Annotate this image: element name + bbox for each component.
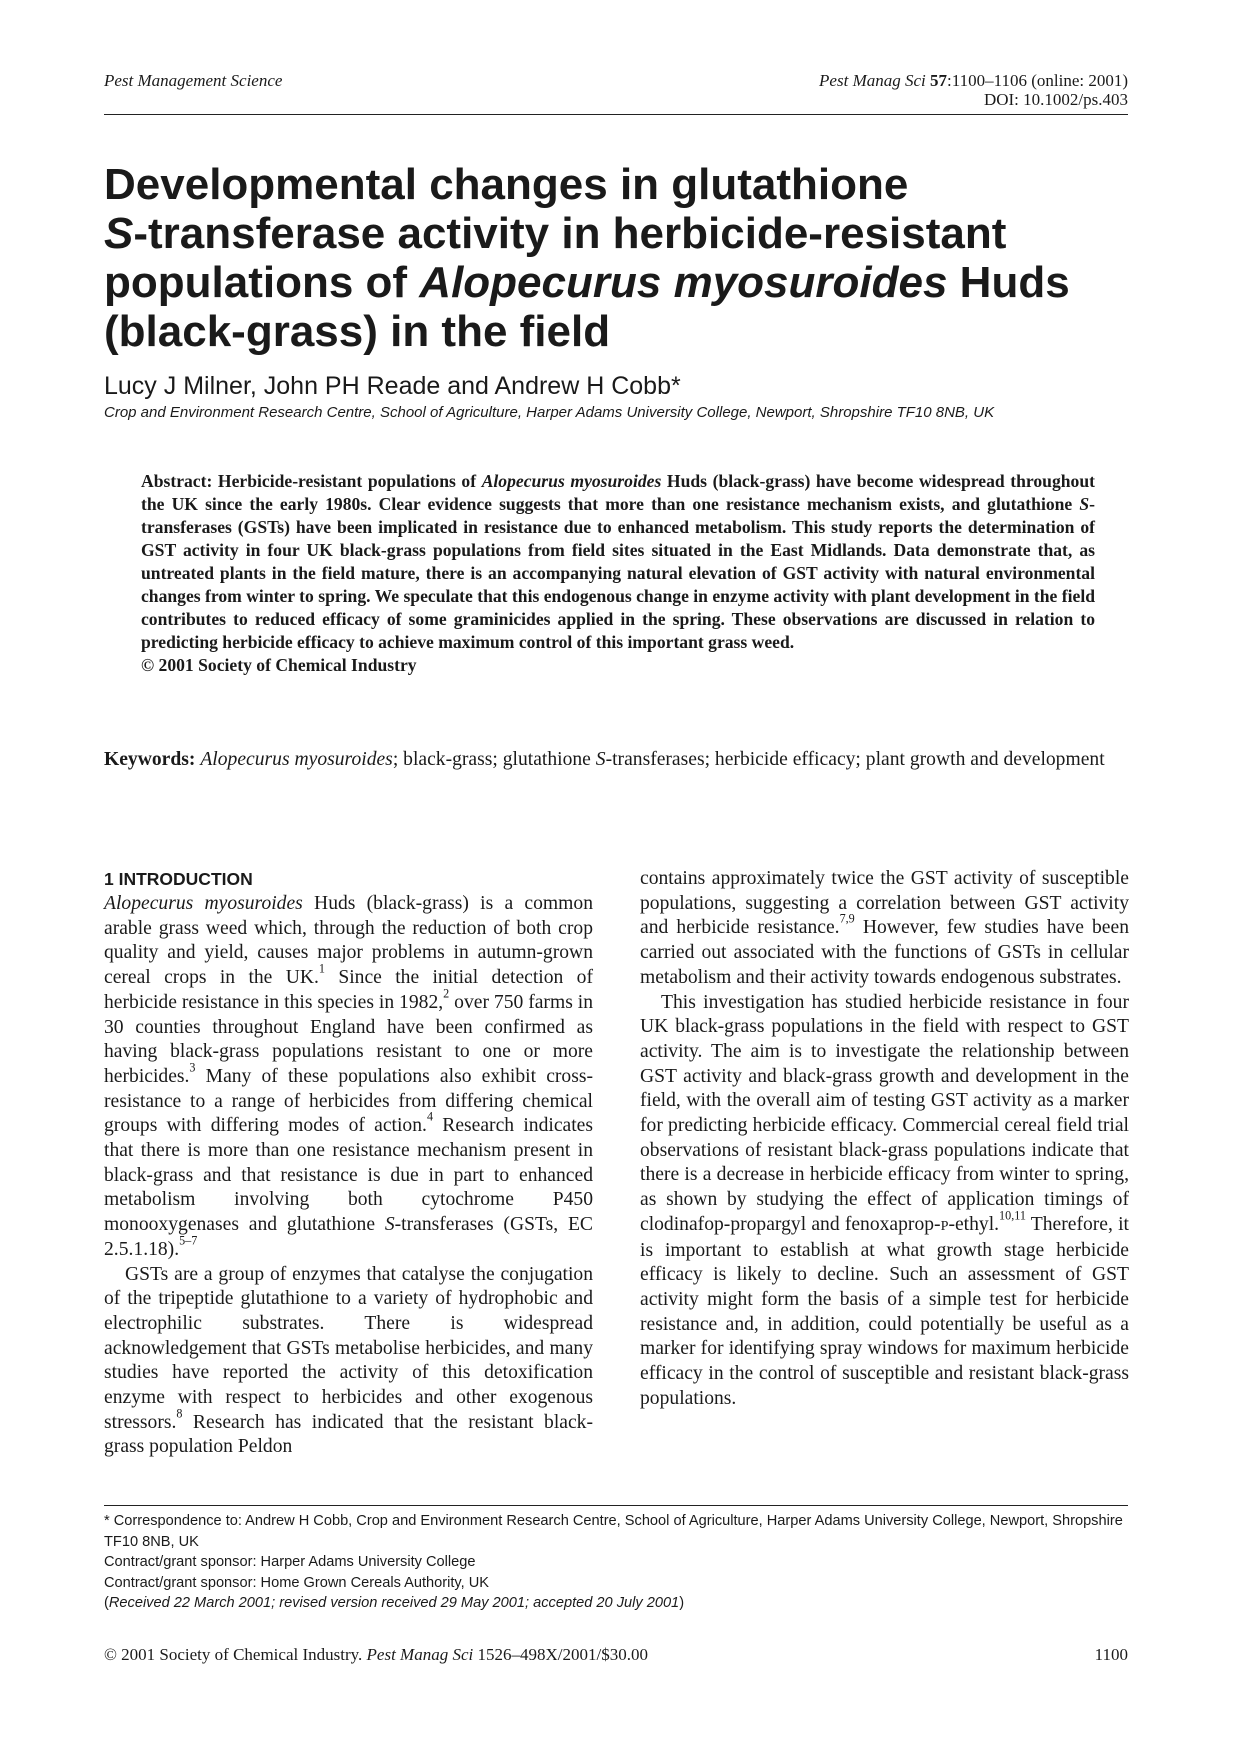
footer-issn: 1526–498X/2001/$30.00: [473, 1645, 648, 1664]
p4-text-2: -ethyl.: [948, 1213, 1000, 1235]
intro-paragraph-3: [640, 991, 1129, 1412]
intro-paragraph-2: [104, 1263, 593, 1461]
doi: DOI: 10.1002/ps.403: [983, 90, 1128, 109]
ref-3: 3: [189, 1060, 196, 1075]
footnote-sponsor-2: Contract/grant sponsor: Home Grown Cereals Authority, UK: [104, 1574, 490, 1591]
p1-text-5: Research indicates that there is more than one resistance mechanism present in black-grass and that resistance is due in part to enhanced metabolism involving both cytochrome P450 monooxygenases and glutathione: [104, 1115, 593, 1236]
p1-s-italic: S: [384, 1214, 395, 1236]
footnotes: [104, 1511, 1128, 1614]
abstract-species: Alopecurus myosuroides: [481, 471, 662, 491]
citation-volume: 57: [930, 71, 947, 90]
p3-text-2: However, few studies have been carried out associated with the functions of GSTs in cellular metabolism and their activity towards endogenous substrates.: [640, 917, 1130, 988]
received-dates: Received 22 March 2001; revised version received 29 May 2001; accepted 20 July 2001: [108, 1595, 680, 1611]
footnote-rule: [104, 1505, 1128, 1506]
footer-copyright-text: © 2001 Society of Chemical Industry.: [104, 1645, 367, 1664]
intro-paragraph-2-continued: [640, 867, 1129, 991]
p2-text-1: GSTs are a group of enzymes that catalyse the conjugation of the tripeptide glutathione to a variety of hydrophobic and electrophilic substrates. There is widespread acknowledgement that GSTs metabolise herbicides, and many studies have reported the activity of this detoxification enzyme with respect to herbicides and other exogenous stressors.: [104, 1263, 593, 1433]
ref-5-7: 5–7: [179, 1233, 198, 1248]
title-line-2-text: -transferase activity in herbicide-resistant: [133, 209, 1007, 258]
abstract-s-italic: S: [1079, 494, 1090, 514]
abstract: [141, 470, 1095, 677]
keyword-species: Alopecurus myosuroides: [200, 749, 393, 770]
intro-paragraph-1: [104, 892, 593, 1263]
keyword-s-italic: S: [595, 749, 606, 770]
keywords-part-3: -transferases; herbicide efficacy; plant growth and development: [605, 749, 1105, 770]
ref-4: 4: [426, 1110, 434, 1124]
p1-text-4: Many of these populations also exhibit cross-resistance to a range of herbicides from differing chemical groups with differing modes of action.: [104, 1065, 593, 1137]
p3-text-1: contains approximately twice the GST activity of susceptible populations, suggesting a correlation between GST activity and herbicide resistance.: [640, 868, 1129, 939]
p1-text-2: Since the initial detection of herbicide resistance in this species in 1982,: [104, 967, 593, 1013]
title-line-2: [104, 209, 1134, 258]
author-list: Lucy J Milner, John PH Reade and Andrew H Cobb*: [104, 372, 681, 400]
footnote-correspondence: * Correspondence to: Andrew H Cobb, Crop and Environment Research Centre, School of Agriculture, Harper Adams University College, Newport, Shropshire TF10 8NB, UK: [104, 1513, 1123, 1550]
affiliation: Crop and Environment Research Centre, School of Agriculture, Harper Adams University College, Newport, Shropshire TF10 8NB, UK: [104, 404, 995, 421]
title-species: Alopecurus myosuroides: [419, 258, 948, 307]
column-left: [104, 867, 593, 1460]
page-number: 1100: [1094, 1645, 1128, 1664]
ref-1: 1: [318, 961, 325, 976]
ref-10-11: 10,11: [999, 1208, 1026, 1223]
title-line-3: [104, 258, 1134, 307]
title-s-italic: S: [104, 209, 134, 258]
footer-copyright: [104, 1645, 648, 1665]
running-header-citation: [819, 71, 1128, 109]
title-line-4: (black-grass) in the field: [104, 307, 611, 356]
section-heading-introduction: 1 INTRODUCTION: [104, 869, 253, 889]
title-line-3-start: populations of: [104, 258, 420, 307]
ref-8: 8: [176, 1406, 183, 1421]
citation-journal: Pest Manag Sci: [819, 71, 926, 90]
footer-journal: Pest Manag Sci: [366, 1645, 474, 1664]
p1-text-3: over 750 farms in 30 counties throughout England have been confirmed as having black-grass populations resistant to one or more herbicides.: [104, 991, 593, 1087]
p1-text-6: -transferases (GSTs, EC 2.5.1.18).: [104, 1214, 593, 1260]
keywords: [104, 747, 1128, 772]
abstract-part-1: Abstract: Herbicide-resistant populations of: [141, 471, 482, 491]
p1-species: Alopecurus myosuroides: [104, 893, 303, 914]
abstract-part-2: Huds (black-grass) have become widespread throughout the UK since the early 1980s. Clear evidence suggests that more than one resistance mechanism exists, and glutathione: [141, 471, 1095, 514]
p4-smallcaps-p: P: [940, 1217, 949, 1234]
citation-pages: :1100–1106 (online: 2001): [947, 71, 1128, 90]
footnote-received: (Received 22 March 2001; revised version received 29 May 2001; accepted 20 July 2001): [104, 1595, 685, 1611]
column-right: [640, 867, 1129, 1411]
header-rule: [104, 114, 1128, 115]
running-header-journal: Pest Management Science: [104, 71, 283, 90]
footnote-sponsor-1: Contract/grant sponsor: Harper Adams University College: [104, 1554, 476, 1570]
p4-text-3: Therefore, it is important to establish at what growth stage herbicide efficacy is likely to decline. Such an assessment of GST activity might form the basis of a simple test for herbicide resistance and, in addition, could potentially be useful as a marker for identifying spray windows for maximum herbicide efficacy in the control of susceptible and resistant black-grass populations.: [640, 1213, 1129, 1409]
ref-7-9: 7,9: [839, 912, 855, 927]
article-title: [104, 160, 1134, 356]
title-line-1: Developmental changes in glutathione: [104, 160, 909, 209]
p2-text-2: Research has indicated that the resistant black-grass population Peldon: [104, 1411, 593, 1458]
abstract-copyright: © 2001 Society of Chemical Industry: [141, 655, 417, 675]
keywords-part-2: ; black-grass; glutathione: [392, 749, 596, 770]
p4-text-1: This investigation has studied herbicide resistance in four UK black-grass populations in the field with respect to GST activity. The aim is to investigate the relationship between GST activity and black-grass growth and development in the field, with the overall aim of testing GST activity as a marker for predicting herbicide efficacy. Commercial cereal field trial observations of resistant black-grass populations indicate that there is a decrease in herbicide efficacy from winter to spring, as shown by studying the effect of application timings of clodinafop-propargyl and fenoxaprop-: [640, 991, 1129, 1235]
p1-text-1: Huds (black-grass) is a common arable grass weed which, through the reduction of both crop quality and yield, causes major problems in autumn-grown cereal crops in the UK.: [104, 893, 593, 989]
ref-2: 2: [443, 986, 450, 1001]
title-line-3-end: Huds: [947, 258, 1070, 307]
keywords-label: Keywords:: [104, 749, 196, 770]
abstract-part-3: -transferases (GSTs) have been implicated in resistance due to enhanced metabolism. This study reports the determination of GST activity in four UK black-grass populations from field sites situated in the East Midlands. Data demonstrate that, as untreated plants in the field mature, there is an accompanying natural elevation of GST activity with natural environmental changes from winter to spring. We speculate that this endogenous change in enzyme activity with plant development in the field contributes to reduced efficacy of some graminicides applied in the spring. These observations are discussed in relation to predicting herbicide efficacy to achieve maximum control of this important grass weed.: [141, 494, 1095, 652]
